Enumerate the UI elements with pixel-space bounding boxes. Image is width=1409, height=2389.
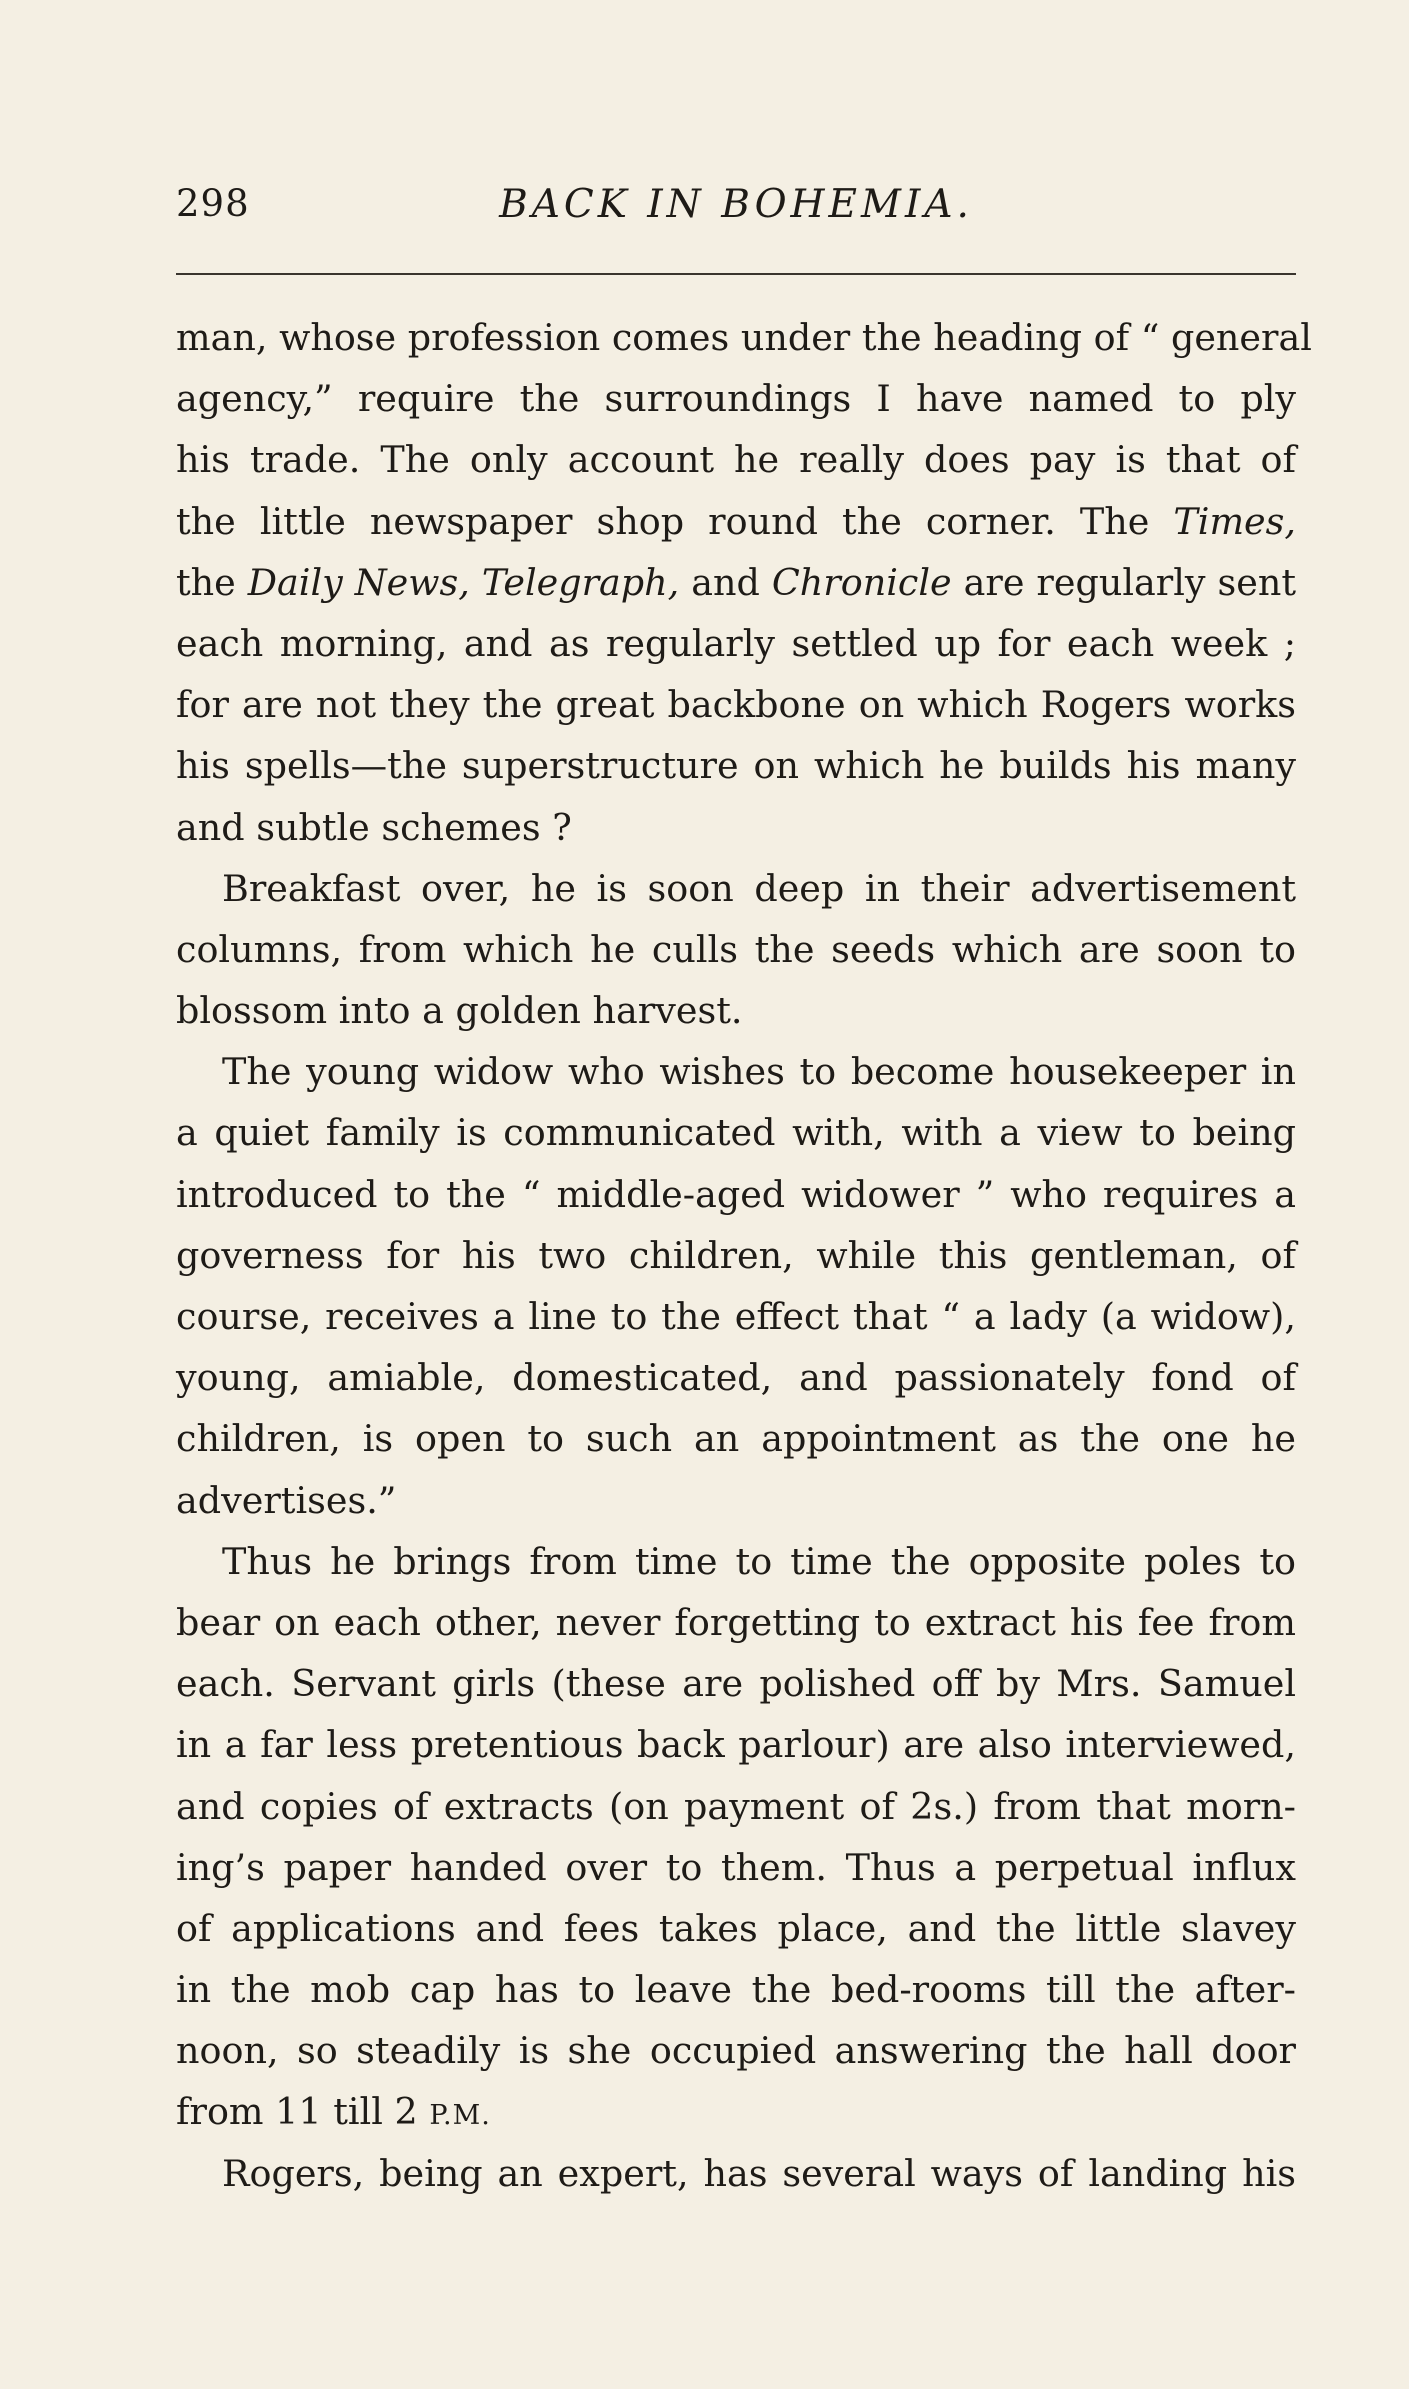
text-segment: children, is open to such an appointment as the one he	[176, 1417, 1296, 1461]
text-line	[176, 980, 1296, 1041]
text-segment: columns, from which he culls the seeds which are soon to	[176, 927, 1296, 971]
text-segment: and subtle schemes ?	[176, 805, 572, 849]
text-line	[176, 368, 1296, 429]
text-line	[176, 797, 1296, 858]
text-segment: in the mob cap has to leave the bed-rooms till the after-	[176, 1968, 1296, 2012]
italic-text: Daily News, Telegraph,	[247, 560, 680, 604]
text-segment: the	[176, 560, 248, 604]
text-segment: agency,” require the surroundings I have named to ply	[176, 377, 1296, 421]
italic-text: Times,	[1173, 499, 1296, 543]
text-line	[176, 1225, 1296, 1286]
text-segment: his spells—the superstructure on which he builds his many	[176, 744, 1296, 788]
text-segment: The young widow who wishes to become housekeeper in	[222, 1050, 1296, 1094]
text-segment: in a far less pretentious back parlour) are also interviewed,	[176, 1723, 1296, 1767]
text-segment: young, amiable, domesticated, and passionately fond of	[176, 1356, 1296, 1400]
text-line	[176, 1776, 1296, 1837]
text-line	[176, 858, 1296, 919]
text-line	[176, 1959, 1296, 2020]
text-segment: course, receives a line to the effect that “ a lady (a widow),	[176, 1295, 1296, 1338]
text-line	[176, 1837, 1296, 1898]
text-segment: and	[679, 560, 772, 604]
text-segment: noon, so steadily is she occupied answering the hall door	[176, 2029, 1296, 2073]
body-text	[176, 307, 1312, 2204]
text-segment: introduced to the “ middle-aged widower ” who requires a	[176, 1172, 1296, 1216]
text-segment: each morning, and as regularly settled up for each week ;	[176, 621, 1296, 665]
text-line	[176, 1592, 1296, 1653]
text-line	[176, 2081, 1296, 2142]
text-segment: governess for his two children, while this gentleman, of	[176, 1233, 1296, 1277]
text-segment: advertises.”	[176, 1478, 397, 1522]
text-line	[176, 1041, 1296, 1102]
text-segment: ing’s paper handed over to them. Thus a perpetual influx	[176, 1845, 1296, 1889]
text-line	[176, 1898, 1296, 1959]
text-segment: man, whose profession comes under the heading of “ general	[176, 316, 1312, 359]
text-segment: are regularly sent	[951, 560, 1296, 604]
text-line	[176, 1653, 1296, 1714]
text-line	[176, 307, 1312, 368]
text-line	[176, 1286, 1296, 1347]
text-line	[176, 919, 1296, 980]
text-segment: his trade. The only account he really does pay is that of	[176, 438, 1296, 482]
text-segment: Breakfast over, he is soon deep in their advertisement	[222, 866, 1296, 910]
page-number: 298	[176, 182, 250, 225]
text-line	[176, 429, 1296, 490]
text-segment: of applications and fees takes place, and the little slavey	[176, 1906, 1296, 1950]
text-line	[176, 1714, 1296, 1775]
text-line	[176, 1470, 1296, 1531]
small-caps-text: P.M.	[429, 2100, 491, 2132]
text-line	[176, 1347, 1296, 1408]
text-line	[176, 2143, 1296, 2204]
text-line	[176, 674, 1296, 735]
text-segment: a quiet family is communicated with, with a view to being	[176, 1111, 1296, 1155]
text-line	[176, 1102, 1296, 1163]
text-line	[176, 2020, 1296, 2081]
text-segment: blossom into a golden harvest.	[176, 989, 743, 1033]
header-rule	[176, 273, 1296, 275]
text-line	[176, 1408, 1296, 1469]
text-line	[176, 613, 1296, 674]
text-line	[176, 491, 1296, 552]
text-line	[176, 1531, 1296, 1592]
text-segment: from 11 till 2	[176, 2090, 430, 2134]
text-segment: each. Servant girls (these are polished off by Mrs. Samuel	[176, 1662, 1296, 1706]
text-segment: Rogers, being an expert, has several ways of landing his	[222, 2151, 1296, 2195]
text-line	[176, 1164, 1296, 1225]
text-segment: and copies of extracts (on payment of 2s.) from that morn-	[176, 1784, 1296, 1828]
running-title: BACK IN BOHEMIA.	[499, 182, 973, 227]
text-segment: for are not they the great backbone on which Rogers works	[176, 683, 1296, 727]
text-segment: the little newspaper shop round the corner. The	[176, 499, 1174, 543]
text-line	[176, 735, 1296, 796]
page-header	[176, 182, 1296, 242]
text-line	[176, 552, 1296, 613]
text-segment: bear on each other, never forgetting to extract his fee from	[176, 1600, 1296, 1644]
italic-text: Chronicle	[771, 560, 952, 604]
text-segment: Thus he brings from time to time the opposite poles to	[222, 1539, 1296, 1583]
